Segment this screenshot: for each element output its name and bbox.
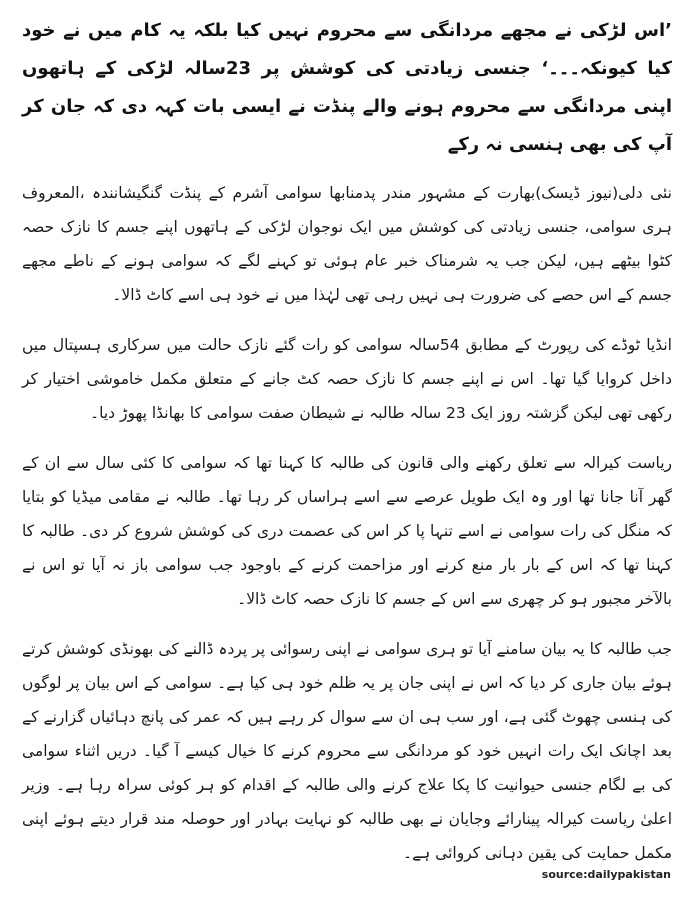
article <box>22 12 672 886</box>
article-paragraph-2: انڈیا ٹوڈے کی رپورٹ کے مطابق 54سالہ سوامی کو رات گئے نازک حالت میں سرکاری ہسپتال میں داخل کروایا گیا تھا۔ اس نے اپنے جسم کا نازک حصہ کٹ جانے کے متعلق مکمل خاموشی اختیار کر رکھی تھی لیکن گزشتہ روز ایک 23 سالہ طالبہ نے شیطان صفت سوامی کا بھانڈا پھوڑ دیا۔ <box>22 336 672 422</box>
article-headline: ’اس لڑکی نے مجھے مردانگی سے محروم نہیں کیا بلکہ یہ کام میں نے خود کیا کیونکہ۔۔۔‘ جنسی زیادتی کی کوشش پر 23سالہ لڑکی کے ہاتھوں اپنی مردانگی سے محروم ہونے والے پنڈت نے ایسی بات کہہ دی کہ جان کر آپ کی بھی ہنسی نہ رکے <box>22 20 672 155</box>
article-paragraph-1: نئی دلی(نیوز ڈیسک)بھارت کے مشہور مندر پدمنابھا سوامی آشرم کے پنڈت گنگیشانندہ ،المعروف ہری سوامی، جنسی زیادتی کی کوشش میں ایک نوجوان لڑکی کے ہاتھوں اپنے جسم کا نازک حصہ کٹوا بیٹھے ہیں، لیکن جب یہ شرمناک خبر عام ہوئی تو کہنے لگے کہ سوامی ہونے کے ناطے مجھے جسم کے اس حصے کی ضرورت ہی نہیں رہی تھی لہٰذا میں نے خود ہی اسے کاٹ ڈالا۔ <box>22 184 672 304</box>
source-credit: source:dailypakistan <box>541 868 671 881</box>
article-paragraph-4: جب طالبہ کا یہ بیان سامنے آیا تو ہری سوامی نے اپنی رسوائی پر پردہ ڈالنے کی بھونڈی کوشش کرتے ہوئے بیان جاری کر دیا کہ اس نے اپنی جان پر یہ ظلم خود ہی کیا ہے۔ سوامی کے اس بیان پر لوگوں کی ہنسی چھوٹ گئی ہے، اور سب ہی ان سے سوال کر رہے ہیں کہ عمر کی پانچ دہائیاں گزارنے کے بعد اچانک ایک رات انہیں خود کو مردانگی سے محروم کرنے کا خیال کیسے آ گیا۔ دریں اثناء سوامی کی بے لگام جنسی حیوانیت کا پکا علاج کرنے والی طالبہ کے اقدام کو ہر کوئی سراہ رہا ہے۔ وزیر اعلیٰ ریاست کیرالہ پینارائے وجایان نے بھی طالبہ کو نہایت بہادر اور حوصلہ مند قرار دیتے ہوئے اپنی مکمل حمایت کی یقین دہانی کروائی ہے۔ <box>22 640 672 862</box>
article-paragraph-3: ریاست کیرالہ سے تعلق رکھنے والی قانون کی طالبہ کا کہنا تھا کہ سوامی کا کئی سال سے ان کے گھر آنا جانا تھا اور وہ ایک طویل عرصے سے اسے ہراساں کر رہا تھا۔ طالبہ نے مقامی میڈیا کو بتایا کہ منگل کی رات سوامی نے اسے تنہا پا کر اس کی عصمت دری کی کوشش شروع کر دی۔ طالبہ کا کہنا تھا کہ اس کے بار بار منع کرنے اور مزاحمت کرنے کے باوجود جب سوامی باز نہ آیا تو اس نے بالآخر مجبور ہو کر چھری سے اس کے جسم کا نازک حصہ کاٹ ڈالا۔ <box>22 454 672 608</box>
